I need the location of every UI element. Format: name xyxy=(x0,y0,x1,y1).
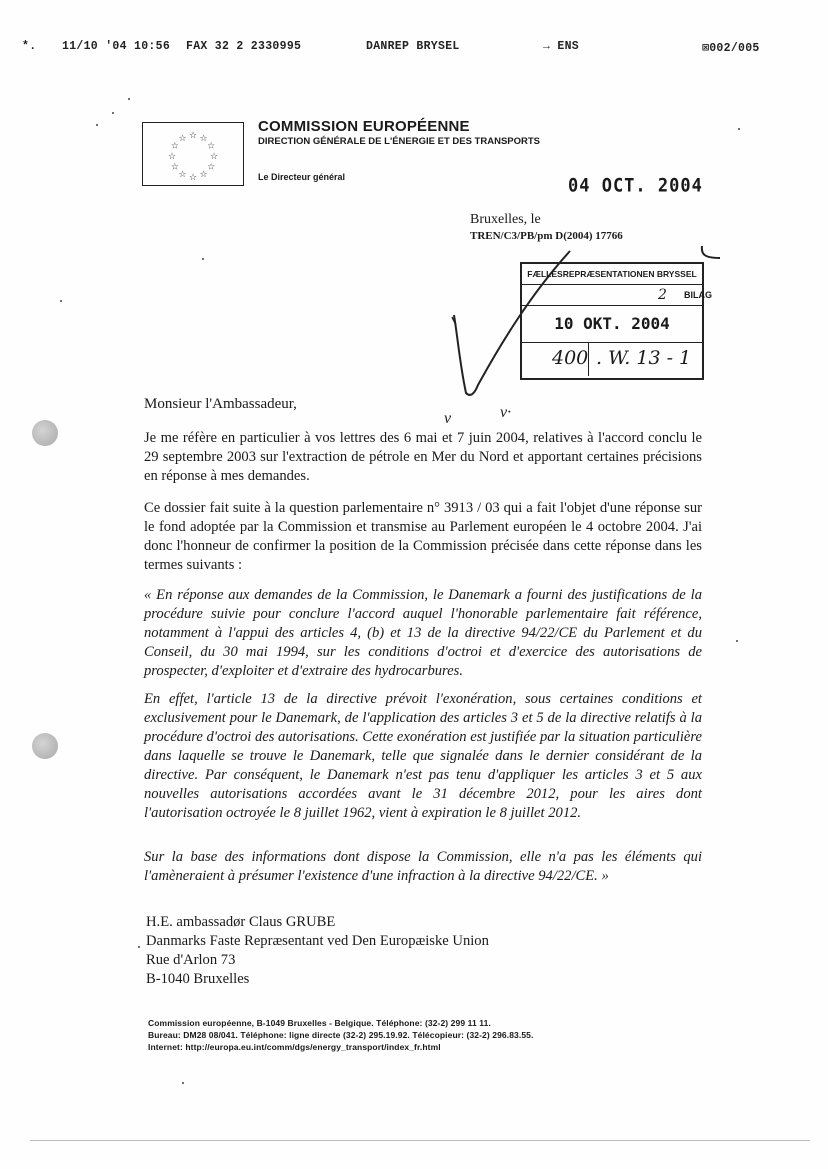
svg-text:☆: ☆ xyxy=(170,141,179,152)
svg-text:☆: ☆ xyxy=(207,162,216,173)
scan-speck xyxy=(112,112,114,114)
stamp-file-number xyxy=(522,343,702,376)
stamp-office: FÆLLESREPRÆSENTATIONEN BRYSSEL xyxy=(522,264,702,285)
stamp-attachments-count: 2 xyxy=(658,287,667,303)
svg-text:☆: ☆ xyxy=(209,152,219,162)
recipient-organisation: Danmarks Faste Repræsentant ved Den Europæiske Union xyxy=(146,933,489,949)
scan-edge-line xyxy=(30,1140,810,1141)
recipient-name: H.E. ambassadør Claus GRUBE xyxy=(146,914,336,930)
institution-name: COMMISSION EUROPÉENNE xyxy=(258,118,470,135)
signatory-title: Le Directeur général xyxy=(258,172,346,182)
scan-speck xyxy=(738,128,740,130)
scan-speck xyxy=(96,124,98,126)
eu-stars-icon xyxy=(143,123,243,185)
receipt-stamp xyxy=(520,262,712,380)
scan-speck xyxy=(182,1082,184,1084)
date-stamp: 04 OCT. 2004 xyxy=(568,175,703,197)
place: Bruxelles, le xyxy=(470,212,541,227)
stamp-file-number-2: . W. 13 - 1 xyxy=(596,347,692,369)
fax-number: FAX 32 2 2330995 xyxy=(186,40,302,53)
fax-sender: DANREP BRYSEL xyxy=(366,40,460,53)
svg-text:☆: ☆ xyxy=(178,170,187,181)
quoted-paragraph: « En réponse aux demandes de la Commission, le Danemark a fourni des justifications de la procédure suivie pour conclure l'accord auquel l'honorable parlementaire fait référence, notamment à l'appui des articles 4, (b) et 13 de la directive 94/22/CE du Parlement et du Conseil, du 30 mai 1994, sur les conditions d'octroi et d'exercice des autorisations de prospecter, d'exploiter et d'extraire des hydrocarbures. xyxy=(144,587,702,679)
stamp-attachments-label: BILAG xyxy=(684,290,712,300)
footer-website: Internet: http://europa.eu.int/comm/dgs/energy_transport/index_fr.html xyxy=(148,1042,441,1052)
stamp-attachments xyxy=(522,285,712,306)
body-paragraph: Ce dossier fait suite à la question parlementaire n° 3913 / 03 qui a fait l'objet d'une réponse sur le fond adoptée par la Commission et transmise au Parlement européen le 4 octobre 2004. J'ai donc l'honneur de confirmer la position de la Commission précisée dans cette réponse dans les termes suivants : xyxy=(144,500,702,573)
footer-address: Commission européenne, B-1049 Bruxelles - Belgique. Téléphone: (32-2) 299 11 11. xyxy=(148,1018,491,1028)
tick-mark-icon: v xyxy=(444,410,452,427)
recipient-street: Rue d'Arlon 73 xyxy=(146,952,236,968)
fax-marker: *. xyxy=(22,40,37,53)
scan-speck xyxy=(138,946,140,948)
margin-mark-icon xyxy=(698,244,724,264)
svg-text:☆: ☆ xyxy=(199,170,208,181)
stamp-received-date: 10 OKT. 2004 xyxy=(522,306,702,343)
body-paragraph: Je me réfère en particulier à vos lettres des 6 mai et 7 juin 2004, relatives à l'accord conclu le 29 septembre 2003 sur l'extraction de pétrole en Mer du Nord et apportant certaines précisions en réponse à mes demandes. xyxy=(144,430,702,484)
salutation: Monsieur l'Ambassadeur, xyxy=(144,396,297,412)
fax-datetime: 11/10 '04 10:56 xyxy=(62,40,171,53)
fax-page-counter: ⊠002/005 xyxy=(702,42,760,55)
scan-speck xyxy=(202,258,204,260)
fax-recipient: → ENS xyxy=(543,40,580,53)
svg-text:☆: ☆ xyxy=(188,131,198,141)
svg-text:☆: ☆ xyxy=(178,133,187,144)
punch-hole xyxy=(32,733,58,759)
tick-mark-icon: v· xyxy=(500,404,512,421)
svg-text:☆: ☆ xyxy=(167,152,177,162)
directorate-name: DIRECTION GÉNÉRALE DE L'ÉNERGIE ET DES TRANSPORTS xyxy=(258,136,541,147)
quoted-paragraph: Sur la base des informations dont dispose la Commission, elle n'a pas les éléments qui l'amèneraient à présumer l'existence d'une infraction à la directive 94/22/CE. » xyxy=(144,849,702,884)
scan-speck xyxy=(128,98,130,100)
reference-number: TREN/C3/PB/pm D(2004) 17766 xyxy=(470,230,623,242)
recipient-city: B-1040 Bruxelles xyxy=(146,971,250,987)
scan-speck xyxy=(60,300,62,302)
svg-text:☆: ☆ xyxy=(199,133,208,144)
eu-emblem xyxy=(142,122,244,186)
svg-text:☆: ☆ xyxy=(170,162,179,173)
footer-office: Bureau: DM28 08/041. Téléphone: ligne directe (32-2) 295.19.92. Télécopieur: (32-2) 296.83.55. xyxy=(148,1030,534,1040)
scan-speck xyxy=(736,640,738,642)
stamp-file-number-1: 400 xyxy=(552,347,589,369)
punch-hole xyxy=(32,420,58,446)
svg-text:☆: ☆ xyxy=(207,141,216,152)
svg-text:☆: ☆ xyxy=(188,173,198,183)
quoted-paragraph: En effet, l'article 13 de la directive prévoit l'exonération, sous certaines conditions et exclusivement pour le Danemark, de l'application des articles 3 et 5 de la directive relatifs à la procédure d'octroi des autorisations. Cette exonération est justifiée par la situation particulière dans laquelle se trouve le Danemark, telle que signalée dans le dernier considérant de la directive. Par conséquent, le Danemark n'est pas tenu d'appliquer les articles 3 et 5 aux nouvelles autorisations accordées avant le 31 décembre 2012, pour les aires dont l'autorisation octroyée le 8 juillet 1962, vient à expiration le 8 juillet 2012. xyxy=(144,691,702,821)
